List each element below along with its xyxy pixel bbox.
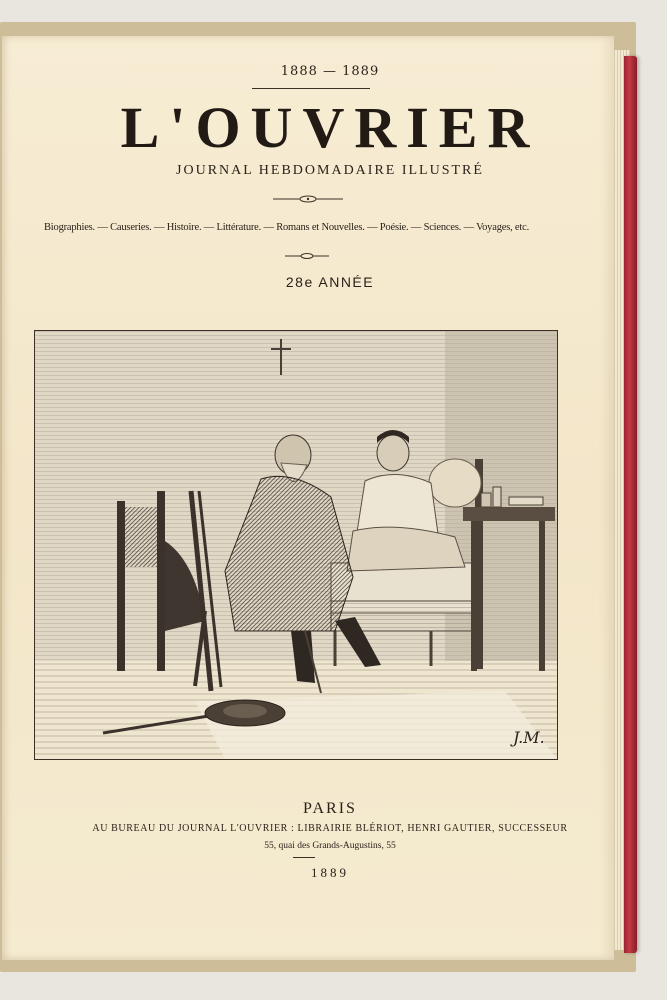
edition-year: 28e ANNÉE — [285, 274, 375, 290]
publisher-line: AU BUREAU DU JOURNAL L'OUVRIER : LIBRAIRIE BLÉRIOT, HENRI GAUTIER, SUCCESSEUR — [92, 823, 568, 834]
publisher-city: PARIS — [303, 800, 357, 817]
journal-subtitle: JOURNAL HEBDOMADAIRE ILLUSTRÉ — [176, 163, 484, 178]
ornament-icon — [273, 195, 343, 203]
engraving-illustration — [34, 330, 558, 760]
artist-signature: J.M. — [513, 728, 545, 747]
divider-rule — [293, 857, 315, 858]
divider-rule — [252, 88, 370, 89]
ornament-icon — [285, 252, 329, 260]
red-cover-edge — [624, 56, 637, 953]
topics-line: Biographies. — Causeries. — Histoire. — Littérature. — Romans et Nouvelles. — Poésie. — Sciences. — Voyages, etc. — [44, 222, 529, 233]
publisher-address: 55, quai des Grands-Augustins, 55 — [264, 841, 396, 851]
publication-year: 1889 — [311, 865, 349, 880]
engraving-scene — [35, 331, 557, 759]
journal-title: L'OUVRIER — [120, 95, 540, 160]
year-range: 1888 — 1889 — [280, 64, 380, 79]
